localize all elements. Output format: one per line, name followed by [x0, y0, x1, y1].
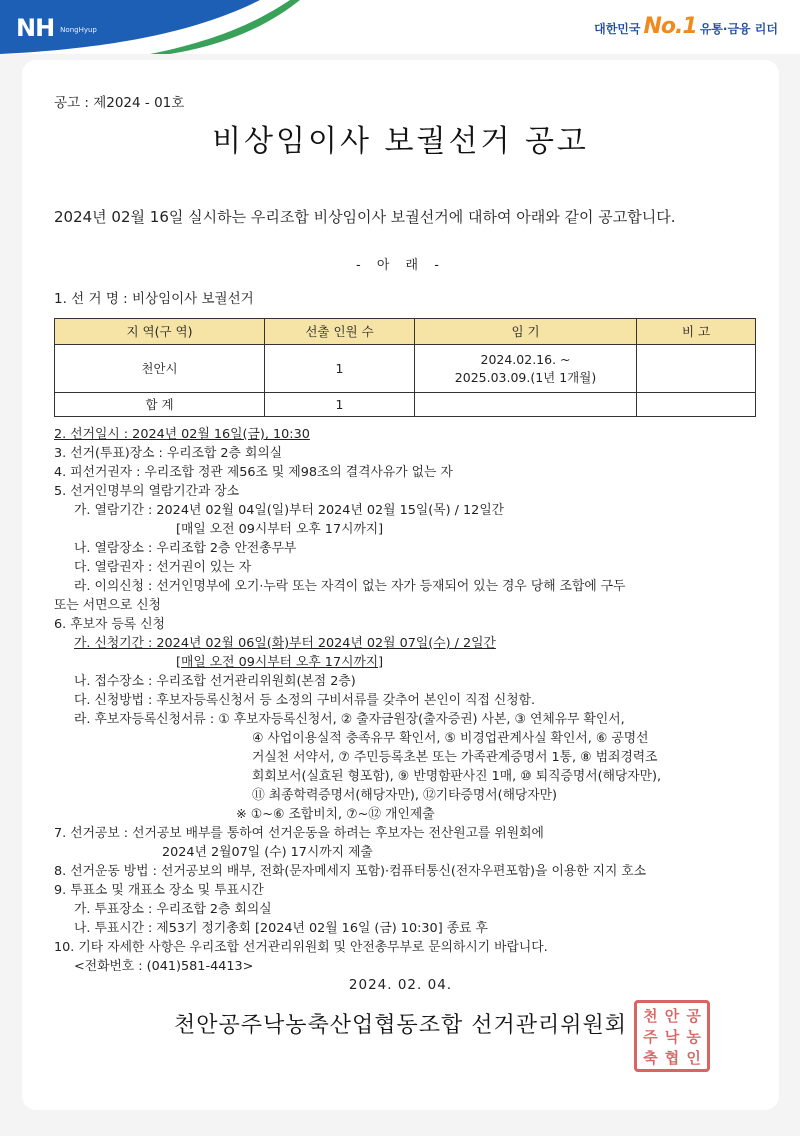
- seal-char: 낙: [664, 1028, 680, 1046]
- seal-char: 인: [686, 1049, 701, 1067]
- eligibility: 4. 피선거권자 : 우리조합 정관 제56조 및 제98조의 결격사유가 없는 자: [54, 465, 453, 480]
- registration-docs: 라. 후보자등록신청서류 : ① 후보자등록신청서, ② 출자금원장(출자증권) 사본, ③ 연체유무 확인서,: [74, 712, 625, 727]
- registration-docs-5: ⑪ 최종학력증명서(해당자만), ⑫기타증명서(해당자만): [252, 788, 558, 803]
- total-term: [415, 393, 637, 417]
- registration-docs-note: ※ ①~⑥ 조합비치, ⑦~⑫ 개인제출: [236, 807, 435, 822]
- total-count: 1: [265, 393, 415, 417]
- seal-char: 농: [686, 1028, 701, 1046]
- objection-cont: 또는 서면으로 신청: [54, 598, 162, 613]
- table-total-row: [55, 393, 756, 417]
- official-seal: [634, 1000, 710, 1072]
- intro-paragraph: 2024년 02월 16일 실시하는 우리조합 비상임이사 보궐선거에 대하여 아래와 같이 공고합니다.: [54, 208, 676, 226]
- notice-number: 공고 : 제2024 - 01호: [54, 95, 185, 111]
- document-page: [22, 60, 779, 1110]
- registration-place: 나. 접수장소 : 우리조합 선거관리위원회(본점 2층): [74, 674, 356, 689]
- registration-docs-2: ④ 사업이용실적 충족유무 확인서, ⑤ 비경업관계사실 확인서, ⑥ 공명선: [252, 731, 649, 746]
- header-count: 선출 인원 수: [265, 319, 415, 345]
- nh-logo[interactable]: [16, 14, 97, 42]
- roll-inspection-heading: 5. 선거인명부의 열람기간과 장소: [54, 484, 240, 499]
- campaign-method: 8. 선거운동 방법 : 선거공보의 배부, 전화(문자메세지 포함)·컴퓨터통신(전자우편포함)을 이용한 지지 호소: [54, 864, 647, 879]
- registration-method: 다. 신청방법 : 후보자등록신청서 등 소정의 구비서류를 갖추어 본인이 직접 신청함.: [74, 693, 536, 708]
- election-place: 3. 선거(투표)장소 : 우리조합 2층 회의실: [54, 446, 283, 461]
- election-date: 2. 선거일시 : 2024년 02월 16일(금), 10:30: [54, 427, 310, 442]
- seal-char: 주: [643, 1028, 658, 1046]
- polling-heading: 9. 투표소 및 개표소 장소 및 투표시간: [54, 883, 264, 898]
- seal-char: 안: [664, 1007, 680, 1025]
- cell-note: [637, 345, 756, 393]
- phone-number: <전화번호 : (041)581-4413>: [74, 959, 254, 974]
- election-name: 1. 선 거 명 : 비상임이사 보궐선거: [54, 291, 254, 307]
- inspection-place: 나. 열람장소 : 우리조합 2층 안전총무부: [74, 541, 297, 556]
- document-title: 비상임이사 보궐선거 공고: [212, 124, 589, 159]
- seal-char: 천: [643, 1007, 658, 1025]
- total-note: [637, 393, 756, 417]
- contact-info: 10. 기타 자세한 사항은 우리조합 선거관리위원회 및 안전총무부로 문의하시기 바랍니다.: [54, 940, 548, 955]
- notice-document: [22, 60, 779, 1110]
- slogan-prefix: 대한민국: [594, 22, 641, 36]
- seal-char: 협: [664, 1049, 680, 1067]
- slogan: [594, 14, 778, 39]
- cell-region: 천안시: [55, 345, 265, 393]
- table-row: [55, 345, 756, 393]
- polling-time: 나. 투표시간 : 제53기 정기총회 [2024년 02월 16일 (금) 10:30] 종료 후: [74, 921, 488, 936]
- registration-hours: [매일 오전 09시부터 오후 17시까지]: [176, 655, 384, 670]
- seal-char: 공: [686, 1007, 701, 1025]
- polling-place: 가. 투표장소 : 우리조합 2층 회의실: [74, 902, 272, 917]
- registration-period: 가. 신청기간 : 2024년 02월 06일(화)부터 2024년 02월 07일(수) / 2일간: [74, 636, 496, 651]
- cell-count: 1: [265, 345, 415, 393]
- signature: 천안공주낙농축산업협동조합 선거관리위원회: [173, 1013, 628, 1038]
- inspection-period: 가. 열람기간 : 2024년 02월 04일(일)부터 2024년 02월 15일(목) / 12일간: [74, 503, 505, 518]
- candidate-table: [54, 318, 756, 417]
- cell-term: [415, 345, 637, 393]
- header-banner: [0, 0, 800, 54]
- header-term: 임 기: [415, 319, 637, 345]
- notice-date: 2024. 02. 04.: [348, 977, 453, 993]
- term-start: 2024.02.16. ~: [480, 351, 571, 367]
- header-region: 지 역(구 역): [55, 319, 265, 345]
- logo-text: NH: [16, 14, 55, 42]
- slogan-no1: No.1: [643, 14, 697, 39]
- table-header-row: [55, 319, 756, 345]
- logo-subtext: NongHyup: [60, 26, 97, 34]
- election-bulletin-deadline: 2024년 2월07일 (수) 17시까지 제출: [162, 845, 373, 860]
- registration-docs-4: 회회보서(실효된 형포함), ⑨ 반명함판사진 1매, ⑩ 퇴직증명서(해당자만),: [252, 769, 662, 784]
- term-end: 2025.03.09.(1년 1개월): [454, 369, 597, 385]
- seal-char: 축: [643, 1049, 658, 1067]
- registration-docs-3: 거실천 서약서, ⑦ 주민등록초본 또는 가족관계증명서 1통, ⑧ 범죄경력조: [252, 750, 658, 765]
- header-note: 비 고: [637, 319, 756, 345]
- slogan-suffix: 유통·금융 리더: [699, 22, 778, 36]
- below-marker: - 아 래 -: [356, 258, 445, 273]
- inspection-hours: [매일 오전 09시부터 오후 17시까지]: [176, 522, 384, 537]
- objection: 라. 이의신청 : 선거인명부에 오기·누락 또는 자격이 없는 자가 등재되어 있는 경우 당해 조합에 구두: [74, 579, 626, 594]
- election-bulletin: 7. 선거공보 : 선거공보 배부를 통하여 선거운동을 하려는 후보자는 전산원고를 위원회에: [54, 826, 544, 841]
- total-label: 합 계: [55, 393, 265, 417]
- candidate-registration-heading: 6. 후보자 등록 신청: [54, 617, 165, 632]
- inspection-eligible: 다. 열람권자 : 선거권이 있는 자: [74, 560, 252, 575]
